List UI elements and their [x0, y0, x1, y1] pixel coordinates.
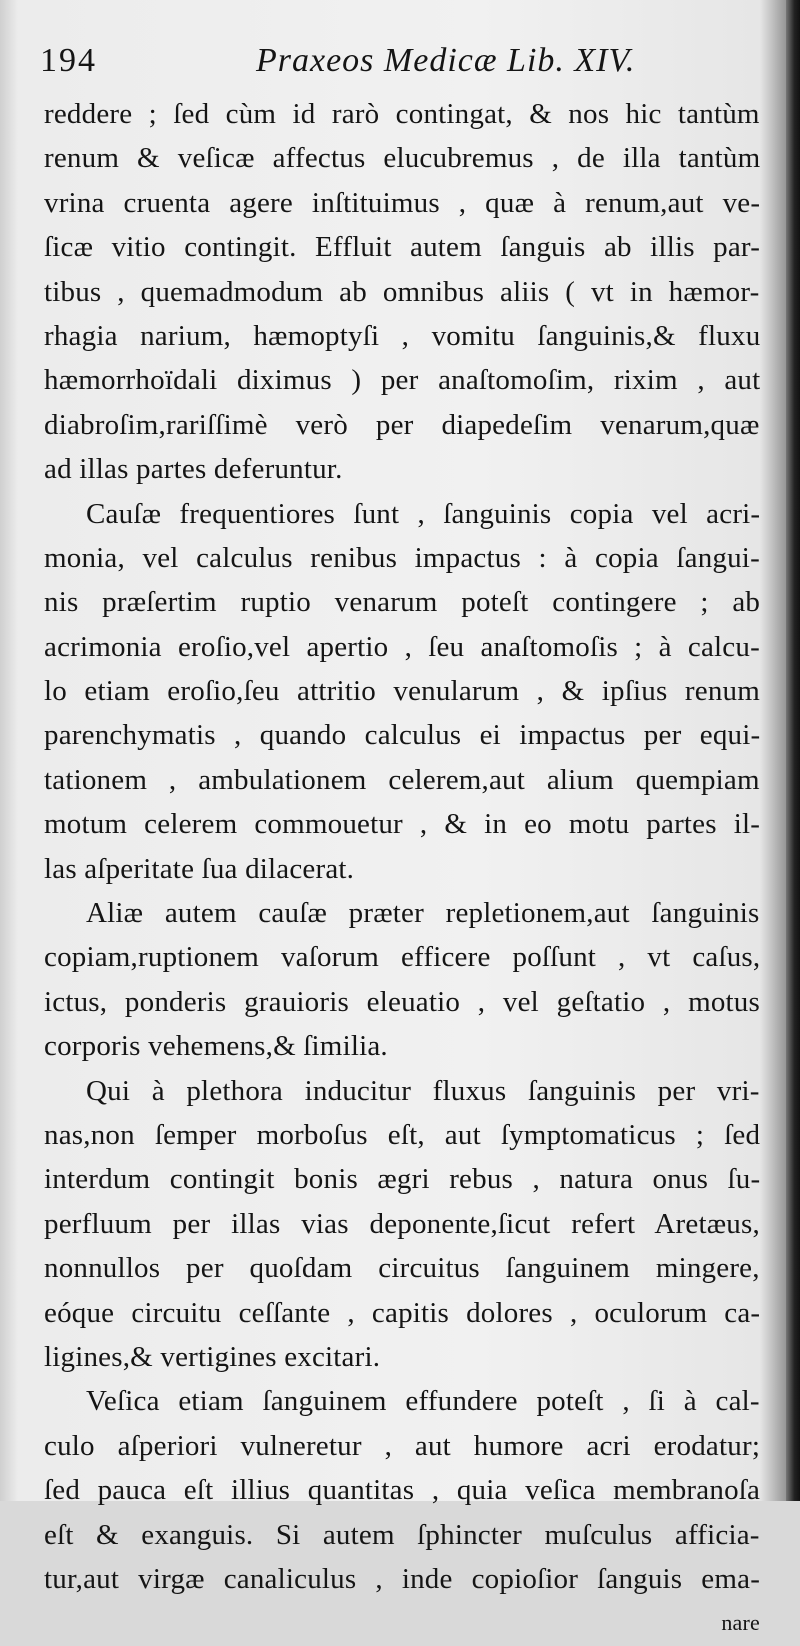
text-line: ictus, ponderis grauioris eleuatio , vel geſtatio , motus	[44, 985, 760, 1018]
text-line: las aſperitate ſua dilacerat.	[44, 852, 355, 885]
text-line: hæmorrhoïdali diximus ) per anaſtomoſim, rixim , aut	[44, 364, 760, 397]
text-line: lo etiam eroſio,ſeu attritio venularum , & ipſius renum	[44, 675, 760, 708]
text-line: vrina cruenta agere inſtituimus , quæ à renum,aut ve-	[44, 186, 760, 219]
text-line: eóque circuitu ceſſante , capitis dolores , oculorum ca-	[44, 1296, 760, 1329]
running-title: Praxeos Medicæ Lib. XIV.	[256, 42, 636, 79]
text-line: Veſica etiam ſanguinem effundere poteſt , ſi à cal-	[86, 1385, 760, 1418]
paragraph	[44, 1379, 760, 1601]
paragraph	[44, 92, 760, 492]
text-line: rhagia narium, hæmoptyſi , vomitu ſanguinis,& fluxu	[44, 319, 760, 352]
text-line: perfluum per illas vias deponente,ſicut refert Aretæus,	[44, 1207, 760, 1240]
catchword: nare	[721, 1610, 760, 1636]
paragraph	[44, 492, 760, 892]
text-line: culo aſperiori vulneretur , aut humore acri erodatur;	[44, 1429, 760, 1462]
text-line: tur,aut virgæ canaliculus , inde copioſior ſanguis ema-	[44, 1562, 760, 1595]
text-line: renum & veſicæ affectus elucubremus , de illa tantùm	[44, 142, 760, 175]
book-spine-shadow	[786, 0, 800, 1501]
text-line: ſicæ vitio contingit. Effluit autem ſanguis ab illis par-	[44, 231, 760, 264]
text-line: reddere ; ſed cùm id rarò contingat, & nos hic tantùm	[44, 98, 760, 130]
text-line: tationem , ambulationem celerem,aut alium quempiam	[44, 763, 760, 796]
paragraph	[44, 1069, 760, 1380]
text-line: tibus , quemadmodum ab omnibus aliis ( vt in hæmor-	[44, 275, 760, 308]
text-line: diabroſim,rariſſimè verò per diapedeſim venarum,quæ	[44, 408, 760, 441]
text-line: nas,non ſemper morboſus eſt, aut ſymptomaticus ; ſed	[44, 1118, 760, 1151]
text-line: motum celerem commouetur , & in eo motu partes il-	[44, 808, 760, 841]
text-line: Aliæ autem cauſæ præter repletionem,aut ſanguinis	[86, 897, 760, 930]
page-header	[40, 42, 760, 86]
text-line: parenchymatis , quando calculus ei impactus per equi-	[44, 719, 760, 752]
text-line: corporis vehemens,& ſimilia.	[44, 1030, 388, 1063]
text-line: Cauſæ frequentiores ſunt , ſanguinis copia vel acri-	[86, 497, 760, 530]
text-line: eſt & exanguis. Si autem ſphincter muſculus afficia-	[44, 1518, 760, 1551]
text-line: ligines,& vertigines excitari.	[44, 1340, 381, 1373]
text-line: ſed pauca eſt illius quantitas , quia veſica membranoſa	[44, 1474, 760, 1507]
text-line: Qui à plethora inducitur fluxus ſanguinis per vri-	[86, 1074, 760, 1107]
paragraph	[44, 891, 760, 1069]
text-line: acrimonia eroſio,vel apertio , ſeu anaſtomoſis ; à calcu-	[44, 630, 760, 663]
body-text	[44, 92, 760, 1646]
text-line: monia, vel calculus renibus impactus : à copia ſangui-	[44, 541, 760, 574]
page-number: 194	[40, 42, 97, 79]
text-line: nis præſertim ruptio venarum poteſt contingere ; ab	[44, 586, 760, 619]
text-line: copiam,ruptionem vaſorum efficere poſſunt , vt caſus,	[44, 941, 760, 974]
text-line: interdum contingit bonis ægri rebus , natura onus ſu-	[44, 1163, 760, 1196]
text-line: ad illas partes deferuntur.	[44, 453, 343, 486]
text-line: nonnullos per quoſdam circuitus ſanguinem mingere,	[44, 1252, 760, 1285]
